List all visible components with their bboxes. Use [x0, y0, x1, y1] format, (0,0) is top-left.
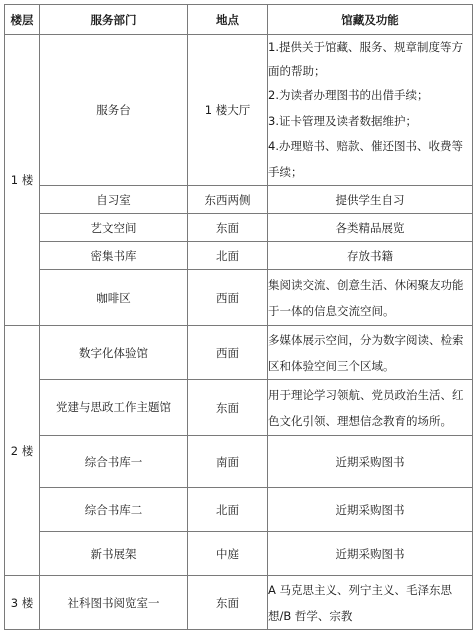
header-location: 地点 [188, 5, 268, 35]
table-row [5, 326, 473, 380]
function-text: A 马克思主义、列宁主义、毛泽东思想/B 哲学、宗教 [268, 582, 453, 623]
table-row [5, 186, 473, 214]
department-cell: 密集书库 [40, 242, 188, 270]
function-line: 3.证卡管理及读者数据维护； [268, 113, 417, 128]
table-row [5, 488, 473, 532]
function-cell: 各类精品展览 [268, 214, 473, 242]
table-row [5, 576, 473, 630]
location-cell: 西面 [188, 326, 268, 380]
header-department: 服务部门 [40, 5, 188, 35]
department-cell: 新书展架 [40, 532, 188, 576]
function-cell [268, 576, 473, 630]
header-floor: 楼层 [5, 5, 40, 35]
table-row [5, 270, 473, 326]
table-row [5, 214, 473, 242]
location-cell: 北面 [188, 488, 268, 532]
function-cell: 存放书籍 [268, 242, 473, 270]
function-line: 2.为读者办理图书的出借手续； [268, 88, 429, 102]
table-header-row [5, 5, 473, 35]
floor-cell: 1 楼 [5, 35, 40, 326]
table-row [5, 532, 473, 576]
function-cell: 近期采购图书 [268, 488, 473, 532]
department-cell: 服务台 [40, 35, 188, 186]
location-cell: 东西两侧 [188, 186, 268, 214]
table-row [5, 436, 473, 488]
function-cell [268, 380, 473, 436]
department-cell: 咖啡区 [40, 270, 188, 326]
function-cell: 提供学生自习 [268, 186, 473, 214]
department-cell: 社科图书阅览室一 [40, 576, 188, 630]
function-line: 1.提供关于馆藏、服务、规章制度等方面的帮助； [268, 40, 463, 78]
location-cell: 西面 [188, 270, 268, 326]
table-row [5, 380, 473, 436]
department-cell: 综合书库一 [40, 436, 188, 488]
function-text: 集阅读交流、创意生活、休闲聚友功能于一体的信息交流空间。 [268, 277, 464, 318]
location-cell: 东面 [188, 380, 268, 436]
function-cell [268, 270, 473, 326]
location-cell: 1 楼大厅 [188, 35, 268, 186]
function-cell [268, 326, 473, 380]
location-cell: 东面 [188, 214, 268, 242]
location-cell: 南面 [188, 436, 268, 488]
function-line: 4.办理赔书、赔款、催还图书、收费等手续； [268, 139, 463, 179]
location-cell: 东面 [188, 576, 268, 630]
department-cell: 数字化体验馆 [40, 326, 188, 380]
function-text: 多媒体展示空间，分为数字阅读、检索区和体验空间三个区域。 [268, 332, 464, 373]
function-cell [268, 35, 473, 186]
function-cell: 近期采购图书 [268, 532, 473, 576]
department-cell: 综合书库二 [40, 488, 188, 532]
floor-cell: 3 楼 [5, 576, 40, 630]
department-text: 党建与思政工作主题馆 [56, 400, 171, 414]
floor-cell: 2 楼 [5, 326, 40, 576]
table-row [5, 35, 473, 186]
department-cell: 自习室 [40, 186, 188, 214]
department-cell: 艺文空间 [40, 214, 188, 242]
function-cell: 近期采购图书 [268, 436, 473, 488]
department-cell [40, 380, 188, 436]
header-function: 馆藏及功能 [268, 5, 473, 35]
function-text: 用于理论学习领航、党员政治生活、红色文化引领、理想信念教育的场所。 [268, 387, 464, 428]
table-row [5, 242, 473, 270]
location-cell: 中庭 [188, 532, 268, 576]
library-services-table [4, 4, 473, 630]
location-cell: 北面 [188, 242, 268, 270]
